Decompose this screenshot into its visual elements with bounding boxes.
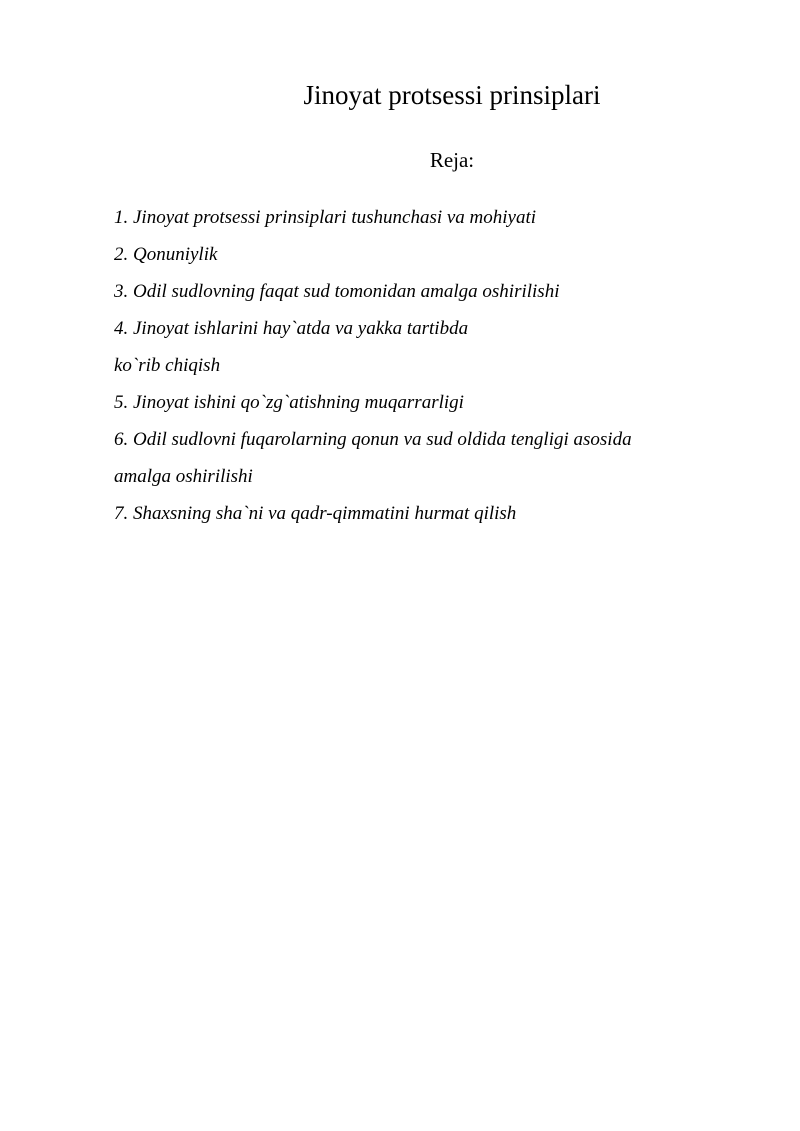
plan-item-4-continuation: ko`rib chiqish: [114, 355, 221, 376]
plan-item-3: 3. Odil sudlovning faqat sud tomonidan amalga oshirilishi: [114, 281, 560, 302]
plan-item-5: 5. Jinoyat ishini qo`zg`atishning muqarrarligi: [114, 392, 464, 413]
plan-heading: Reja:: [429, 148, 475, 172]
plan-item-1: 1. Jinoyat protsessi prinsiplari tushunchasi va mohiyati: [114, 207, 537, 228]
plan-item-6: 6. Odil sudlovni fuqarolarning qonun va sud oldida tengligi asosida: [114, 429, 632, 450]
document-title: Jinoyat protsessi prinsiplari: [303, 80, 601, 110]
plan-item-2: 2. Qonuniylik: [114, 244, 218, 265]
plan-item-7: 7. Shaxsning sha`ni va qadr-qimmatini hurmat qilish: [114, 503, 517, 524]
plan-item-4: 4. Jinoyat ishlarini hay`atda va yakka tartibda: [114, 318, 469, 339]
plan-item-6-continuation: amalga oshirilishi: [114, 466, 253, 487]
plan-list: [114, 199, 774, 532]
